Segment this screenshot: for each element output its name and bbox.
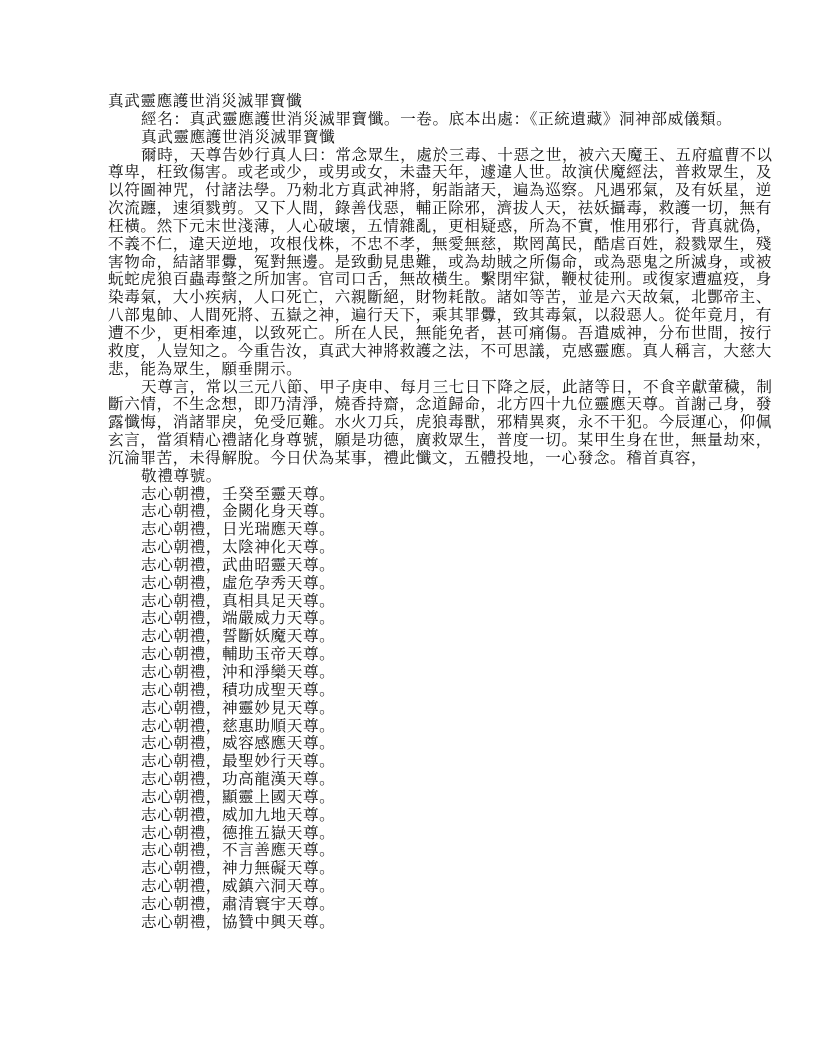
paragraph-line: 天尊言，常以三元八節、甲子庚申、每月三七日下降之辰，此諸等日，不食辛獻葷穢，制 [141, 377, 773, 396]
paragraph-line: 沉淪罪苦，未得解脫。今日伏為某事，禮此懺文，五體投地，一心發念。稽首真容， [108, 448, 708, 467]
paragraph-line: 救度，人豈知之。今重告汝，真武大神將救護之法，不可思議，克感靈應。真人稱言，大慈大 [108, 341, 772, 360]
invocation-line: 敬禮尊號。 [141, 466, 222, 485]
paragraph-line: 害物命，結諸罪釁，冤對無邊。是致動見患難，或為劫賊之所傷命，或為惡鬼之所滅身，或被 [108, 252, 772, 271]
paragraph-line: 染毒氣，大小疾病，人口死亡，六親斷絕，財物耗散。諸如等苦，並是六天故氣，北酆帝主、 [108, 288, 772, 307]
litany-item: 志心朝禮，肅清寰宇天尊。 [141, 894, 336, 913]
paragraph-line: 斷六情，不生念想，即乃清淨，燒香持齋，念道歸命，北方四十九位靈應天尊。首謝己身，發 [108, 395, 772, 414]
litany-item: 志心朝禮，德推五嶽天尊。 [141, 823, 336, 842]
paragraph-line: 尊卑，枉致傷害。或老或少，或男或女，未盡天年，遽違人世。故演伏魔經法，普救眾生，及 [108, 163, 772, 182]
litany-item: 志心朝禮，積功成聖天尊。 [141, 680, 336, 699]
paragraph-line: 悲，能為眾生，願垂開示。 [108, 359, 303, 378]
paragraph-line: 次流躔，速須戮剪。又下人間，錄善伐惡，輔正除邪，濟拔人天，祛妖攝毒，救護一切，無有 [108, 199, 772, 218]
paragraph-2 [108, 377, 773, 468]
litany-item: 志心朝禮，沖和淨欒天尊。 [141, 663, 336, 681]
litany-item: 志心朝禮，威容感應天尊。 [141, 734, 336, 753]
litany-list [108, 486, 710, 932]
litany-item: 志心朝禮，神靈妙見天尊。 [141, 698, 336, 717]
litany-item: 志心朝禮，輔助玉帝天尊。 [141, 645, 336, 664]
litany-item: 志心朝禮，神力無礙天尊。 [141, 859, 336, 878]
litany-item: 志心朝禮，真相具足天尊。 [141, 591, 336, 610]
litany-item: 志心朝禮，武曲昭靈天尊。 [141, 555, 336, 574]
litany-item: 志心朝禮，功高龍漢天尊。 [141, 770, 336, 789]
litany-item: 志心朝禮，威鎮六洞天尊。 [141, 877, 336, 896]
document-page [108, 92, 773, 932]
document-title: 真武靈應護世消災滅罪寶懺 [108, 92, 303, 110]
document-subtitle: 真武靈應護世消災滅罪寶懺 [141, 127, 336, 146]
litany-item: 志心朝禮，顯靈上國天尊。 [141, 787, 336, 806]
litany-item: 志心朝禮，太陰神化天尊。 [141, 538, 336, 557]
paragraph-1 [108, 145, 773, 379]
litany-item: 志心朝禮，協贊中興天尊。 [141, 912, 336, 931]
litany-item: 志心朝禮，慈惠助順天尊。 [141, 716, 336, 735]
paragraph-line: 遭不少，更相牽連，以致死亡。所在人民，無能免者，甚可痛傷。吾遣威神，分布世間，按行 [108, 323, 772, 342]
litany-item: 志心朝禮，不言善應天尊。 [141, 841, 336, 860]
litany-item: 志心朝禮，端嚴威力天尊。 [141, 609, 336, 628]
paragraph-line: 不義不仁，違天逆地，攻根伐株，不忠不孝，無愛無慈，欺罔萬民，酷虐百姓，殺戮眾生，殘 [108, 234, 772, 253]
paragraph-line: 蚖蛇虎狼百蟲毒螫之所加害。官司口舌，無故橫生。繫閉牢獄，鞭杖徒刑。或復家遭瘟疫，身 [108, 270, 772, 289]
litany-item: 志心朝禮，日光瑞應天尊。 [141, 520, 336, 539]
litany-item: 志心朝禮，誓斷妖魔天尊。 [141, 627, 336, 646]
litany-item: 志心朝禮，壬癸至靈天尊。 [141, 484, 336, 503]
litany-item: 志心朝禮，虛危孕秀天尊。 [141, 573, 336, 592]
paragraph-line: 以符圖神咒，付諸法學。乃勑北方真武神將，躬詣諸天，遍為巡察。凡遇邪氣，及有妖星，逆 [108, 181, 772, 200]
paragraph-line: 露懺悔，消諸罪戾，免受厄難。水火刀兵，虎狼毒獸，邪精異爽，永不干犯。今辰運心，仰佩 [108, 413, 772, 432]
litany-item: 志心朝禮，最聖妙行天尊。 [141, 752, 336, 771]
document-meta: 經名：真武靈應護世消災滅罪寶懺。一卷。底本出處：《正統遺藏》洞神部威儀類。 [141, 109, 733, 128]
paragraph-line: 玄言，當須精心禮諸化身尊號，願是功德，廣救眾生，普度一切。某甲生身在世，無量劫來， [108, 431, 772, 450]
paragraph-line: 八部鬼帥、人間死將、五嶽之神，遍行天下，乘其罪釁，致其毒氣，以殺惡人。從年竟月，有 [108, 306, 772, 325]
paragraph-line: 枉橫。然下元末世淺薄，人心破壞，五情雜亂，更相疑惑，所為不實，惟用邪行，背真就偽， [108, 216, 772, 235]
litany-item: 志心朝禮，威加九地天尊。 [141, 805, 336, 824]
litany-item: 志心朝禮，金闕化身天尊。 [141, 502, 336, 521]
paragraph-line: 爾時，天尊告妙行真人曰：常念眾生，處於三毒、十惡之世，被六天魔王、五府瘟曹不以 [141, 145, 773, 164]
